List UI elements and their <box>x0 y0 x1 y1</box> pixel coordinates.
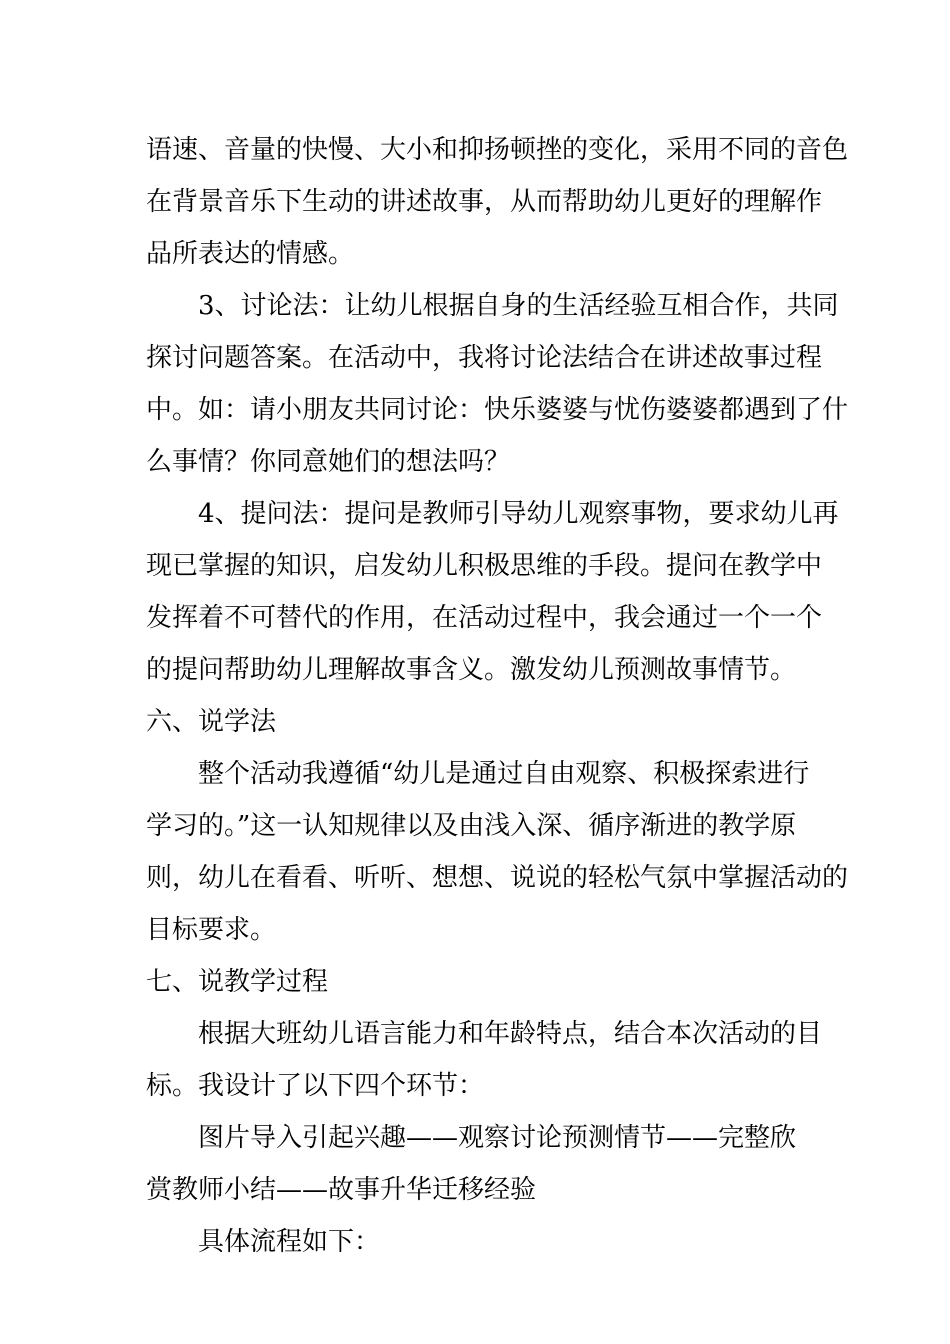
text-line: 品所表达的情感。 <box>146 239 355 269</box>
heading-text: 七、说教学过程 <box>146 967 329 997</box>
text-line: 赏教师小结——故事升华迁移经验 <box>146 1175 537 1205</box>
text-line: 在背景音乐下生动的讲述故事，从而帮助幼儿更好的理解作 <box>146 187 823 217</box>
text-line: 具体流程如下： <box>198 1227 381 1257</box>
text-line: 4、提问法：提问是教师引导幼儿观察事物，要求幼儿再 <box>198 499 839 529</box>
section-heading-learning-methods <box>146 696 812 748</box>
paragraph-process-intro <box>146 1008 823 1112</box>
paragraph-process-stages <box>146 1112 812 1216</box>
paragraph-learning-principle <box>146 748 849 956</box>
text-line: 现已掌握的知识，启发幼儿积极思维的手段。提问在教学中 <box>146 551 823 581</box>
text-line: 根据大班幼儿语言能力和年龄特点，结合本次活动的目 <box>198 1019 823 1049</box>
section-heading-teaching-process <box>146 956 812 1008</box>
text-line: 语速、音量的快慢、大小和抑扬顿挫的变化，采用不同的音色 <box>146 135 849 165</box>
text-line: 3、讨论法：让幼儿根据自身的生活经验互相合作，共同 <box>198 291 839 321</box>
text-line: 学习的。”这一认知规律以及由浅入深、循序渐进的教学原 <box>146 811 797 841</box>
text-line: 整个活动我遵循“幼儿是通过自由观察、积极探索进行 <box>198 759 810 789</box>
text-line: 探讨问题答案。在活动中，我将讨论法结合在讲述故事过程 <box>146 343 823 373</box>
text-line: 的提问帮助幼儿理解故事含义。激发幼儿预测故事情节。 <box>146 655 797 685</box>
document-body <box>146 124 849 1268</box>
paragraph-process-detail-lead <box>146 1216 812 1268</box>
heading-text: 六、说学法 <box>146 707 277 737</box>
text-line: 中。如：请小朋友共同讨论：快乐婆婆与忧伤婆婆都遇到了什 <box>146 395 849 425</box>
text-line: 则，幼儿在看看、听听、想想、说说的轻松气氛中掌握活动的 <box>146 863 849 893</box>
paragraph-speaking-techniques <box>146 124 849 280</box>
text-line: 标。我设计了以下四个环节： <box>146 1071 485 1101</box>
paragraph-discussion-method <box>146 280 849 488</box>
text-line: 目标要求。 <box>146 915 277 945</box>
paragraph-questioning-method <box>146 488 839 696</box>
text-line: 图片导入引起兴趣——观察讨论预测情节——完整欣 <box>198 1123 797 1153</box>
text-line: 么事情？你同意她们的想法吗？ <box>146 447 511 477</box>
text-line: 发挥着不可替代的作用，在活动过程中，我会通过一个一个 <box>146 603 823 633</box>
